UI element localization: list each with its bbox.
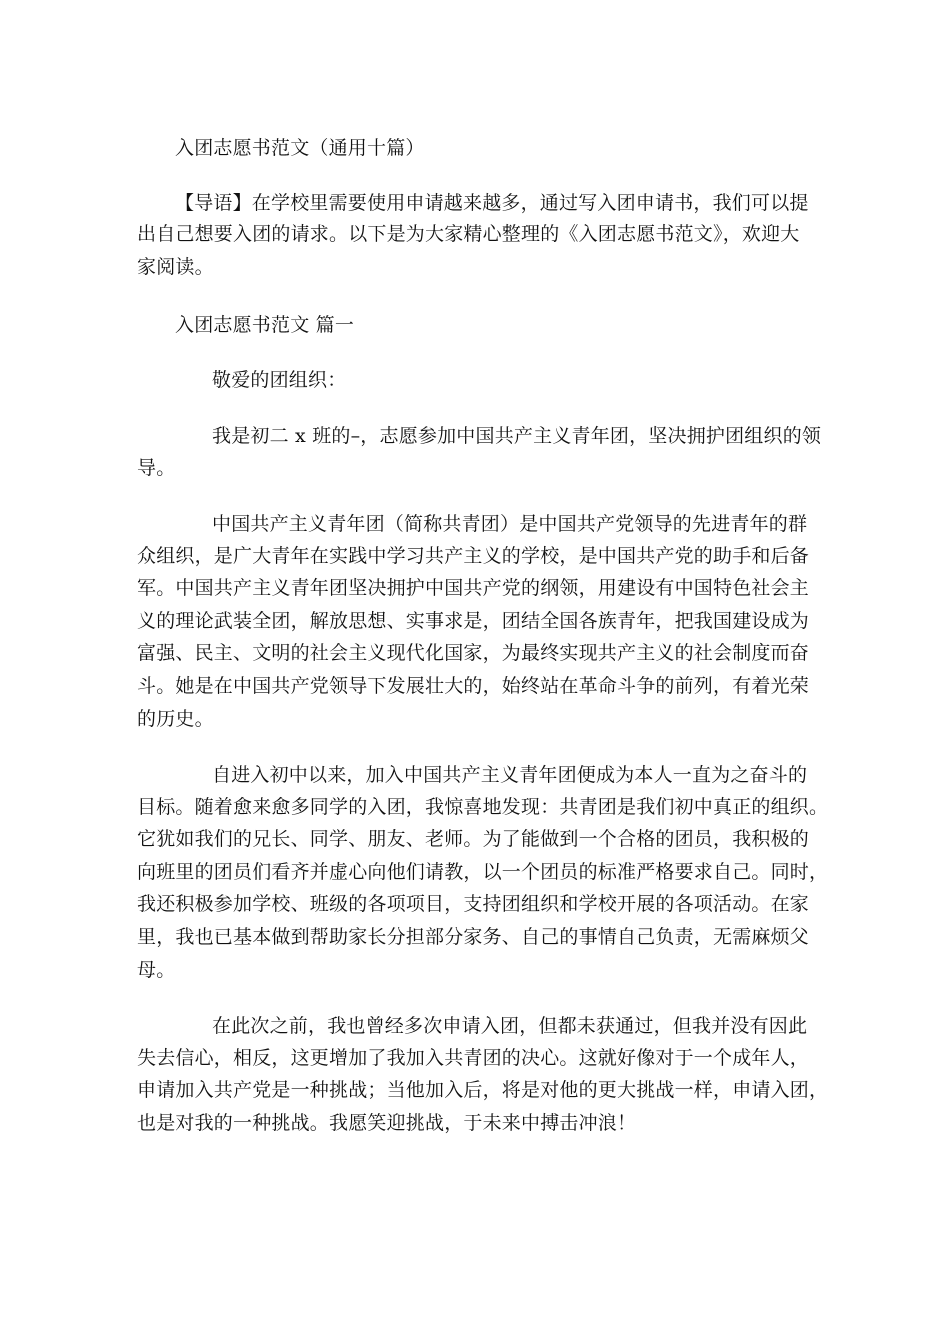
paragraph1-line-1: 我是初二 x 班的–，志愿参加中国共产主义青年团，坚决拥护团组织的领 (212, 425, 822, 447)
paragraph2-line-4: 义的理论武装全团，解放思想、实事求是，团结全国各族青年，把我国建设成为 (137, 610, 810, 632)
paragraph2-line-2: 众组织，是广大青年在实践中学习共产主义的学校，是中国共产党的助手和后备 (137, 545, 810, 567)
paragraph3-line-1: 自进入初中以来，加入中国共产主义青年团便成为本人一直为之奋斗的 (212, 764, 808, 786)
paragraph3-line-2: 目标。随着愈来愈多同学的入团，我惊喜地发现：共青团是我们初中真正的组织。 (137, 796, 829, 818)
paragraph3-line-3: 它犹如我们的兄长、同学、朋友、老师。为了能做到一个合格的团员，我积极的 (137, 828, 810, 850)
paragraph3-line-5: 我还积极参加学校、班级的各项项目，支持团组织和学校开展的各项活动。在家 (137, 893, 810, 915)
document-title: 入团志愿书范文（通用十篇） (175, 137, 425, 159)
salutation: 敬爱的团组织： (212, 369, 347, 391)
paragraph4-line-2: 失去信心，相反，这更增加了我加入共青团的决心。这就好像对于一个成年人， (137, 1047, 810, 1069)
paragraph3-line-7: 母。 (137, 959, 176, 981)
paragraph3-line-6: 里，我也已基本做到帮助家长分担部分家务、自己的事情自己负责，无需麻烦父 (137, 926, 810, 948)
paragraph4-line-4: 也是对我的一种挑战。我愿笑迎挑战，于未来中搏击冲浪！ (137, 1112, 637, 1134)
paragraph2-line-3: 军。中国共产主义青年团坚决拥护中国共产党的纲领，用建设有中国特色社会主 (137, 577, 810, 599)
paragraph2-line-5: 富强、民主、文明的社会主义现代化国家，为最终实现共产主义的社会制度而奋 (137, 642, 810, 664)
intro-line-1: 【导语】在学校里需要使用申请越来越多，通过写入团申请书，我们可以提 (175, 192, 809, 214)
paragraph2-line-6: 斗。她是在中国共产党领导下发展壮大的，始终站在革命斗争的前列，有着光荣 (137, 675, 810, 697)
section-heading: 入团志愿书范文 篇一 (175, 314, 355, 336)
intro-line-2: 出自己想要入团的请求。以下是为大家精心整理的《入团志愿书范文》，欢迎大 (137, 223, 800, 245)
paragraph3-line-4: 向班里的团员们看齐并虚心向他们请教，以一个团员的标准严格要求自己。同时， (137, 861, 829, 883)
intro-line-3: 家阅读。 (137, 256, 214, 278)
paragraph2-line-1: 中国共产主义青年团（简称共青团）是中国共产党领导的先进青年的群 (212, 513, 808, 535)
paragraph4-line-3: 申请加入共产党是一种挑战；当他加入后，将是对他的更大挑战一样，申请入团， (137, 1079, 829, 1101)
paragraph4-line-1: 在此次之前，我也曾经多次申请入团，但都未获通过，但我并没有因此 (212, 1015, 808, 1037)
paragraph2-line-7: 的历史。 (137, 708, 214, 730)
paragraph1-line-2: 导。 (137, 457, 176, 479)
